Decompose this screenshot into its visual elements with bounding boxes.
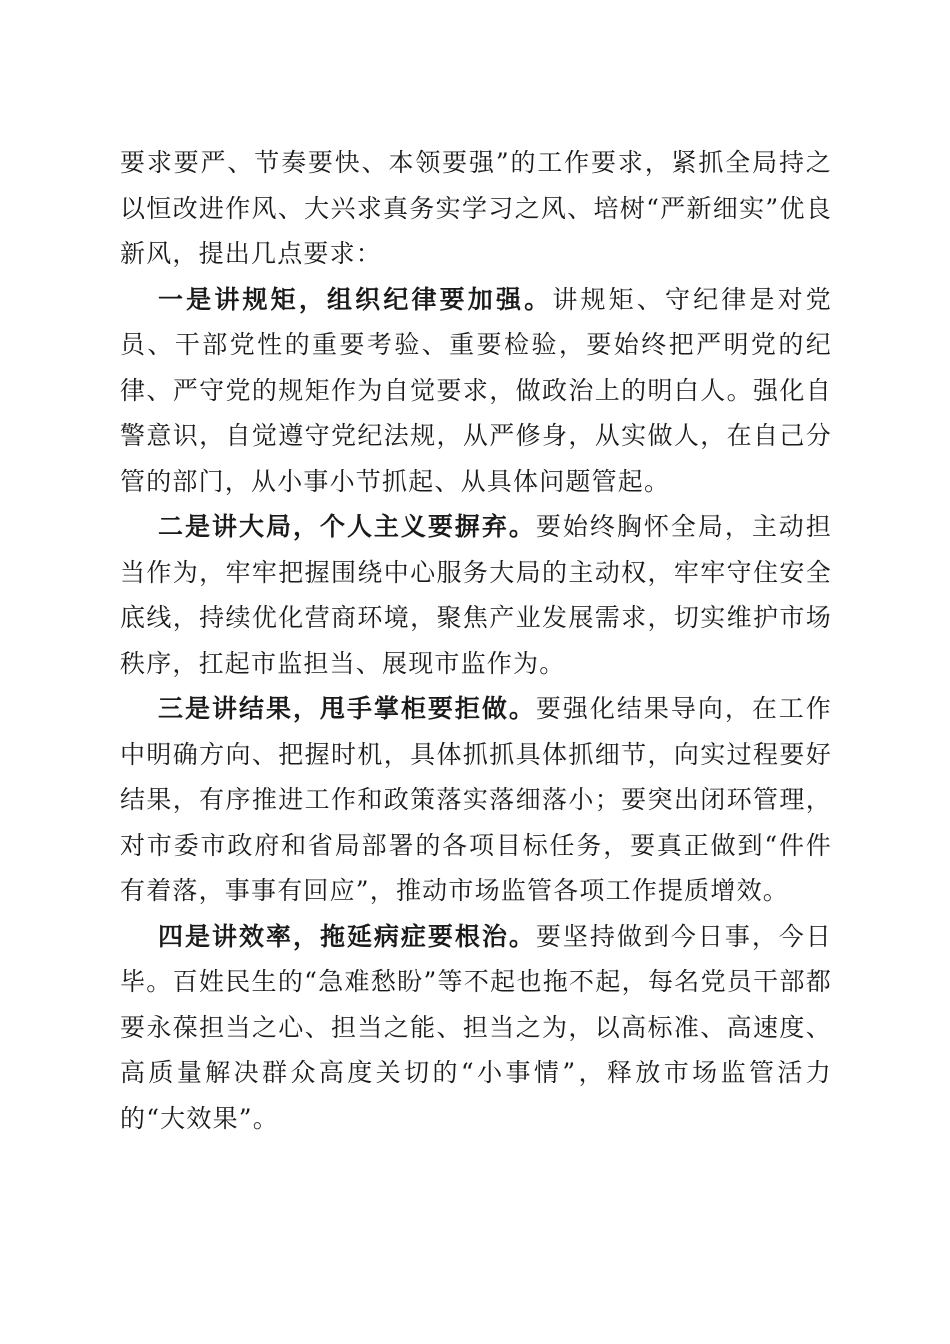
point-paragraph-2 — [120, 504, 832, 686]
point-2-body: 要始终胸怀全局，主动担当作为，牢牢把握围绕中心服务大局的主动权，牢牢守住安全底线，持续优化营商环境，聚焦产业发展需求，切实维护市场秩序，扛起市监担当、展现市监作为。 — [120, 512, 833, 678]
point-paragraph-3 — [120, 686, 832, 914]
point-3-body: 要强化结果导向，在工作中明确方向、把握时机，具体抓抓具体抓细节，向实过程要好结果，有序推进工作和政策落实落细落小；要突出闭环管理，对市委市政府和省局部署的各项目标任务，要真正做到“件件有着落，事事有回应”，推动市场监管各项工作提质增效。 — [120, 694, 833, 905]
point-1-heading: 一是讲规矩，组织纪律要加强。 — [158, 284, 553, 314]
point-paragraph-1 — [120, 277, 832, 505]
point-2-heading: 二是讲大局，个人主义要摒弃。 — [158, 512, 536, 541]
point-4-heading: 四是讲效率，拖延病症要根治。 — [158, 921, 536, 951]
point-1-body: 讲规矩、守纪律是对党员、干部党性的重要考验、重要检验，要始终把严明党的纪律、严守党的规矩作为自觉要求，做政治上的明白人。强化自警意识，自觉遵守党纪法规，从严修身，从实做人，在自己分管的部门，从小事小节抓起、从具体问题管起。 — [120, 284, 832, 496]
intro-paragraph: 要求要严、节奏要快、本领要强”的工作要求，紧抓全局持之以恒改进作风、大兴求真务实学习之风、培树“严新细实”优良新风，提出几点要求： — [120, 148, 832, 268]
document-page — [120, 140, 832, 1141]
point-4-body: 要坚持做到今日事，今日毕。百姓民生的“急难愁盼”等不起也拖不起，每名党员干部都要永葆担当之心、担当之能、担当之为，以高标准、高速度、高质量解决群众高度关切的“小事情”，释放市场监管活力的“大效果”。 — [120, 921, 833, 1133]
point-3-heading: 三是讲结果，甩手掌柜要拒做。 — [158, 694, 536, 723]
point-paragraph-4 — [120, 914, 832, 1142]
